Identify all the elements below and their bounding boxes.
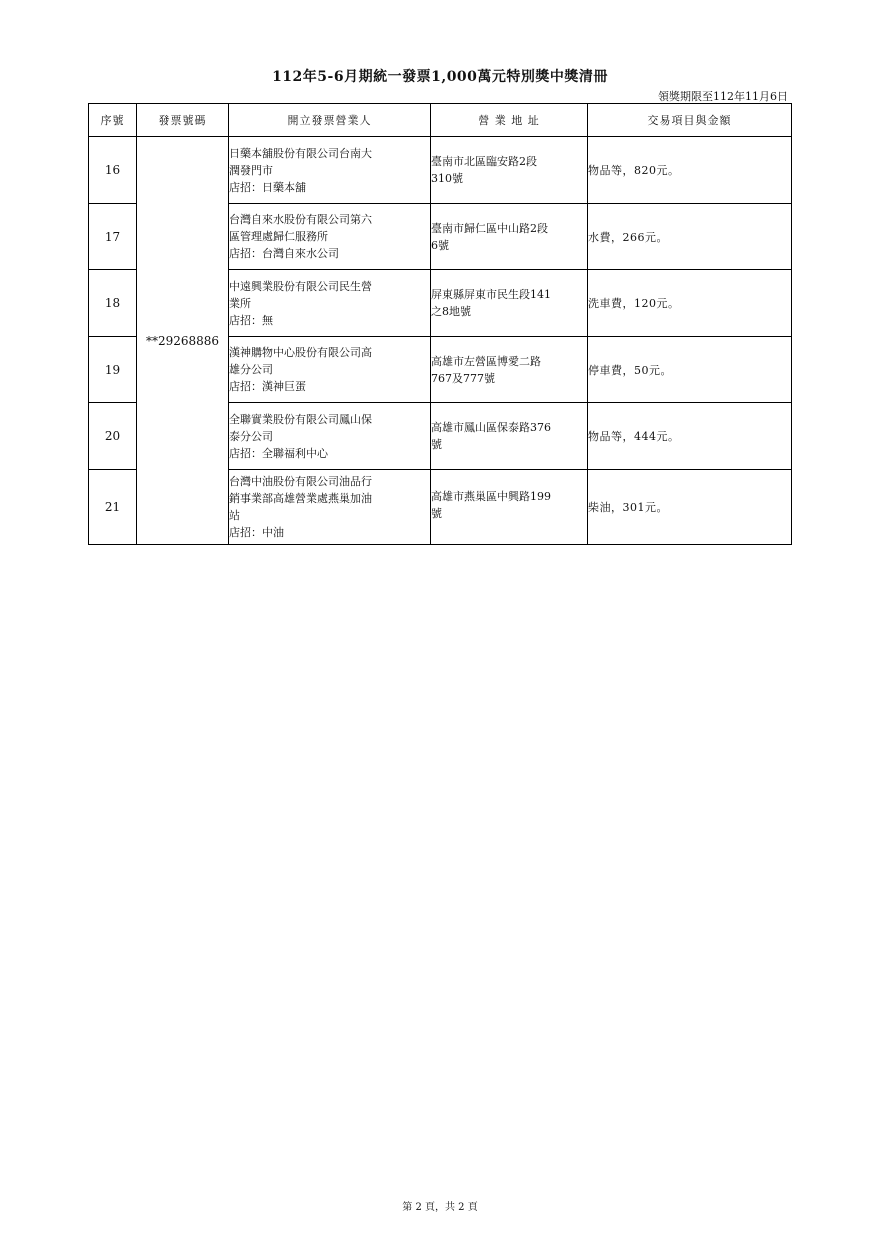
header-seller: 開立發票營業人	[229, 104, 431, 137]
transaction-cell: 洗車費，120元。	[588, 270, 792, 337]
store-sign: 店招：全聯福利中心	[229, 446, 328, 460]
transaction-cell: 物品等，820元。	[588, 137, 792, 204]
invoice-number-cell: **29268886	[137, 137, 229, 545]
address-line: 高雄市左營區博愛二路	[431, 354, 541, 368]
address-cell	[431, 270, 588, 337]
page-title: 112年5-6月期統一發票1,000萬元特別獎中獎清冊	[272, 69, 608, 85]
store-sign: 店招：日藥本舖	[229, 180, 306, 194]
address-cell	[431, 337, 588, 403]
seq-cell: 16	[89, 137, 137, 204]
store-sign: 店招：漢神巨蛋	[229, 380, 306, 393]
seller-name-line: 泰分公司	[229, 429, 273, 443]
table-header-row	[89, 104, 792, 137]
seq-cell: 18	[89, 270, 137, 337]
seller-name-line: 台灣自來水股份有限公司第六	[229, 213, 372, 226]
seller-name-line: 台灣中油股份有限公司油品行	[229, 475, 372, 488]
seller-name-line: 全聯實業股份有限公司鳳山保	[229, 412, 372, 426]
seller-name-line: 銷事業部高雄營業處燕巢加油	[229, 492, 372, 505]
address-line: 之8地號	[431, 305, 471, 318]
seq-cell: 19	[89, 337, 137, 403]
transaction-cell: 水費，266元。	[588, 204, 792, 270]
address-line: 臺南市北區臨安路2段	[431, 155, 537, 168]
page-footer: 第 2 頁，共 2 頁	[402, 1202, 478, 1213]
seller-cell	[229, 204, 431, 270]
store-sign: 店招：台灣自來水公司	[229, 247, 339, 260]
seller-name-line: 潤發門市	[229, 163, 273, 177]
address-line: 6號	[431, 238, 449, 252]
seller-name-line: 雄分公司	[229, 363, 273, 376]
address-line: 號	[431, 507, 442, 520]
address-line: 310號	[431, 172, 463, 185]
seller-name-line: 業所	[229, 296, 251, 310]
address-cell	[431, 403, 588, 470]
seller-name-line: 漢神購物中心股份有限公司高	[229, 346, 372, 359]
address-cell	[431, 204, 588, 270]
transaction-cell: 柴油，301元。	[588, 470, 792, 545]
seller-name-line: 日藥本舖股份有限公司台南大	[229, 146, 372, 160]
address-cell	[431, 137, 588, 204]
address-line: 767及777號	[431, 371, 495, 385]
seller-name-line: 站	[229, 509, 240, 522]
address-line: 屏東縣屏東市民生段141	[431, 288, 551, 301]
header-transaction: 交易項目與金額	[588, 104, 792, 137]
address-line: 高雄市燕巢區中興路199	[431, 490, 551, 503]
winners-table	[88, 103, 792, 545]
address-line: 號	[431, 438, 442, 451]
seller-name-line: 區管理處歸仁服務所	[229, 230, 328, 243]
seller-cell	[229, 403, 431, 470]
seq-cell: 17	[89, 204, 137, 270]
seller-cell	[229, 337, 431, 403]
header-seq: 序號	[89, 104, 137, 137]
address-line: 臺南市歸仁區中山路2段	[431, 221, 548, 235]
transaction-cell: 物品等，444元。	[588, 403, 792, 470]
store-sign: 店招：無	[229, 313, 273, 327]
header-invoice-number: 發票號碼	[137, 104, 229, 137]
store-sign: 店招：中油	[229, 526, 284, 539]
seller-name-line: 中遠興業股份有限公司民生營	[229, 279, 372, 293]
seq-cell: 20	[89, 403, 137, 470]
seller-cell	[229, 137, 431, 204]
transaction-cell: 停車費，50元。	[588, 337, 792, 403]
seq-cell: 21	[89, 470, 137, 545]
address-line: 高雄市鳳山區保泰路376	[431, 421, 551, 434]
claim-deadline: 領獎期限至112年11月6日	[658, 90, 788, 103]
table-row	[89, 137, 792, 204]
header-address: 營 業 地 址	[431, 104, 588, 137]
seller-cell	[229, 270, 431, 337]
address-cell	[431, 470, 588, 545]
seller-cell	[229, 470, 431, 545]
